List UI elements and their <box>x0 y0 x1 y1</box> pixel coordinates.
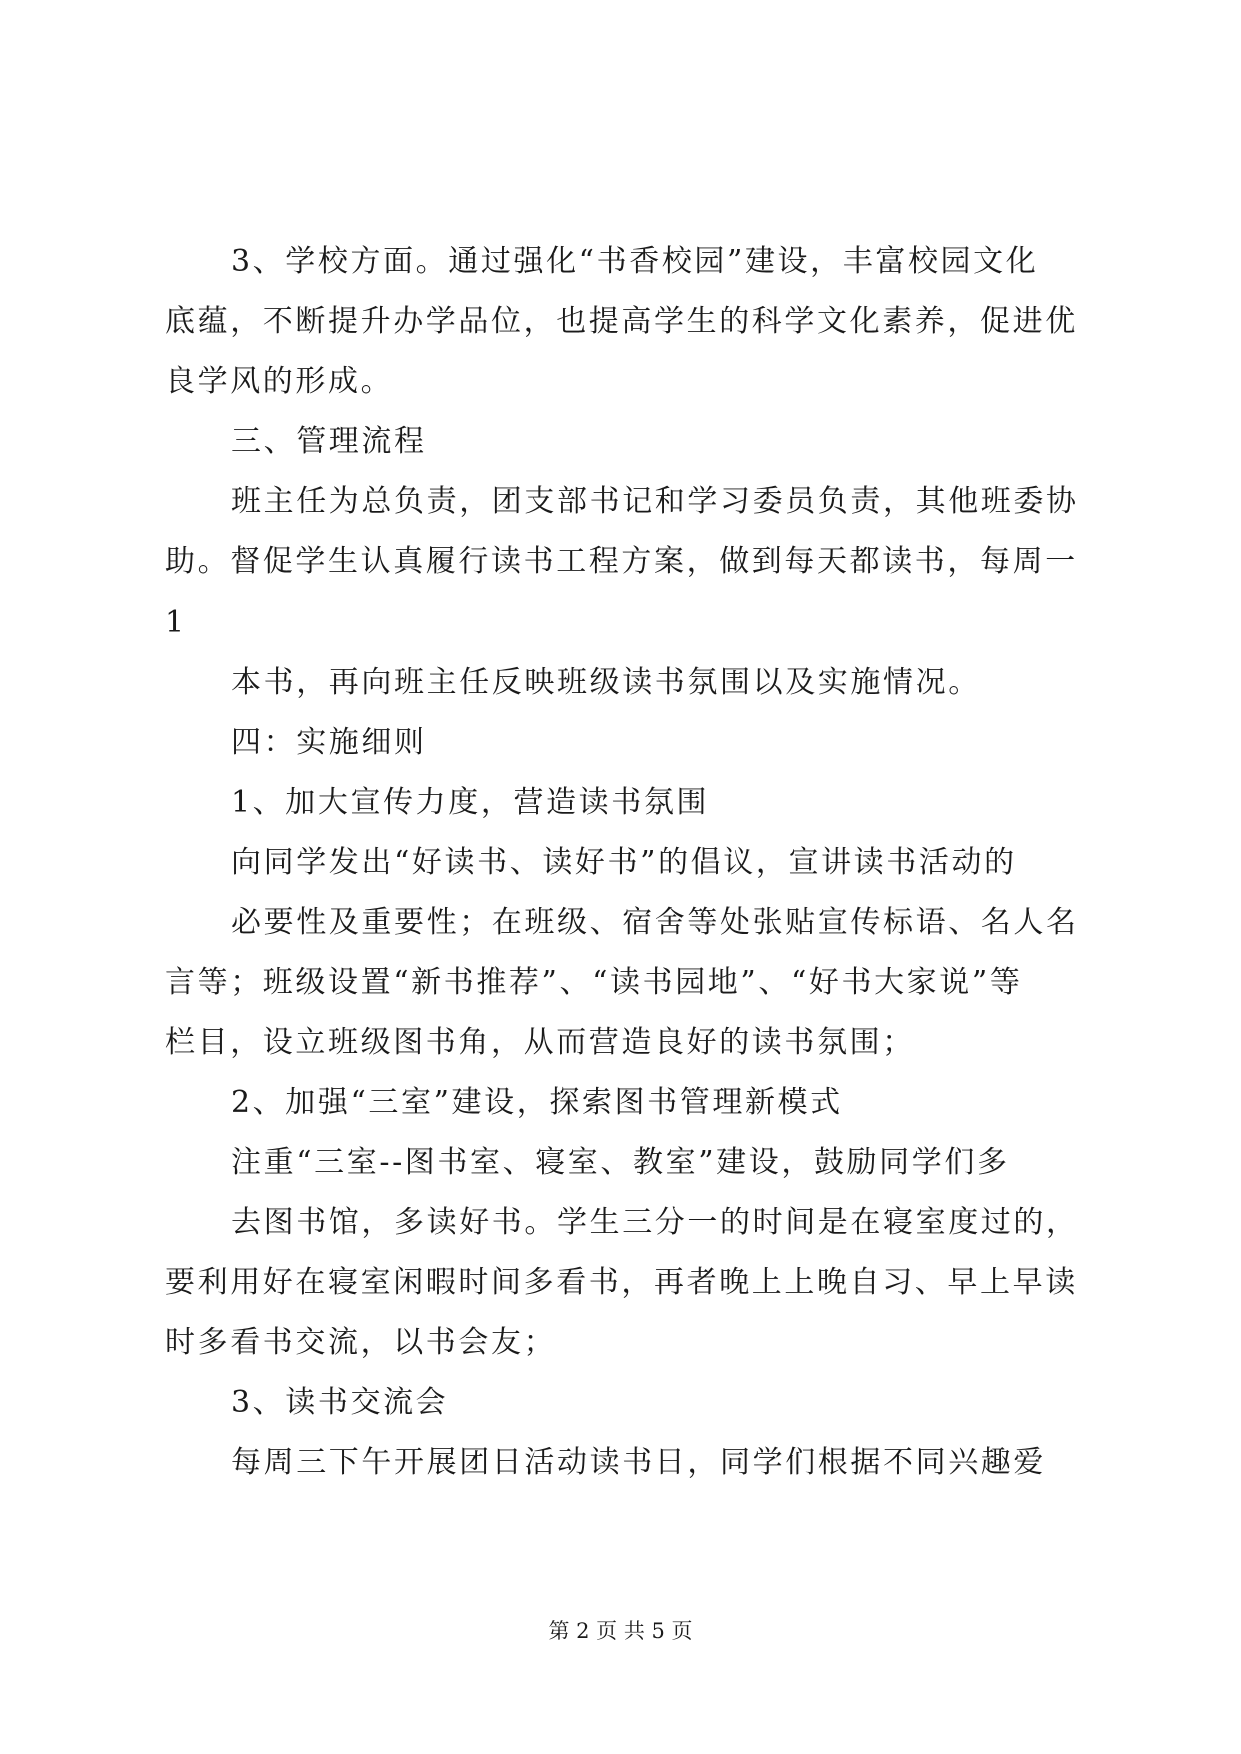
paragraph-line: 良学风的形成。 <box>165 364 394 399</box>
paragraph-line: 时多看书交流，以书会友； <box>165 1325 557 1360</box>
paragraph-line: 助。督促学生认真履行读书工程方案，做到每天都读书，每周一 <box>165 544 1078 579</box>
section-heading-implementation: 四：实施细则 <box>231 725 427 760</box>
subheading-three-rooms: 2、加强“三室”建设，探索图书管理新模式 <box>231 1085 843 1120</box>
paragraph-line: 底蕴，不断提升办学品位，也提高学生的科学文化素养，促进优 <box>165 304 1078 339</box>
paragraph-line: 言等；班级设置“新书推荐”、“读书园地”、“好书大家说”等 <box>165 965 1023 1000</box>
paragraph-line: 必要性及重要性；在班级、宿舍等处张贴宣传标语、名人名 <box>231 905 1079 940</box>
paragraph-line: 注重“三室--图书室、寝室、教室”建设，鼓励同学们多 <box>231 1145 1010 1180</box>
paragraph-line: 每周三下午开展团日活动读书日，同学们根据不同兴趣爱 <box>231 1445 1046 1480</box>
paragraph-line: 向同学发出“好读书、读好书”的倡议，宣讲读书活动的 <box>231 845 1017 880</box>
paragraph-line: 去图书馆，多读好书。学生三分一的时间是在寝室度过的， <box>231 1205 1079 1240</box>
paragraph-line: 班主任为总负责，团支部书记和学习委员负责，其他班委协 <box>231 484 1079 519</box>
subheading-publicity: 1、加大宣传力度，营造读书氛围 <box>231 785 710 820</box>
paragraph-line: 1 <box>165 605 187 640</box>
paragraph-school-aspect: 3、学校方面。通过强化“书香校园”建设，丰富校园文化 <box>231 244 1039 279</box>
page-number-footer: 第 2 页 共 5 页 <box>548 1619 693 1643</box>
paragraph-line: 本书，再向班主任反映班级读书氛围以及实施情况。 <box>231 665 981 700</box>
subheading-reading-exchange: 3、读书交流会 <box>231 1385 449 1420</box>
section-heading-management-process: 三、管理流程 <box>231 424 427 459</box>
paragraph-line: 栏目，设立班级图书角，从而营造良好的读书氛围； <box>165 1025 915 1060</box>
paragraph-line: 要利用好在寝室闲暇时间多看书，再者晚上上晚自习、早上早读 <box>165 1265 1078 1300</box>
